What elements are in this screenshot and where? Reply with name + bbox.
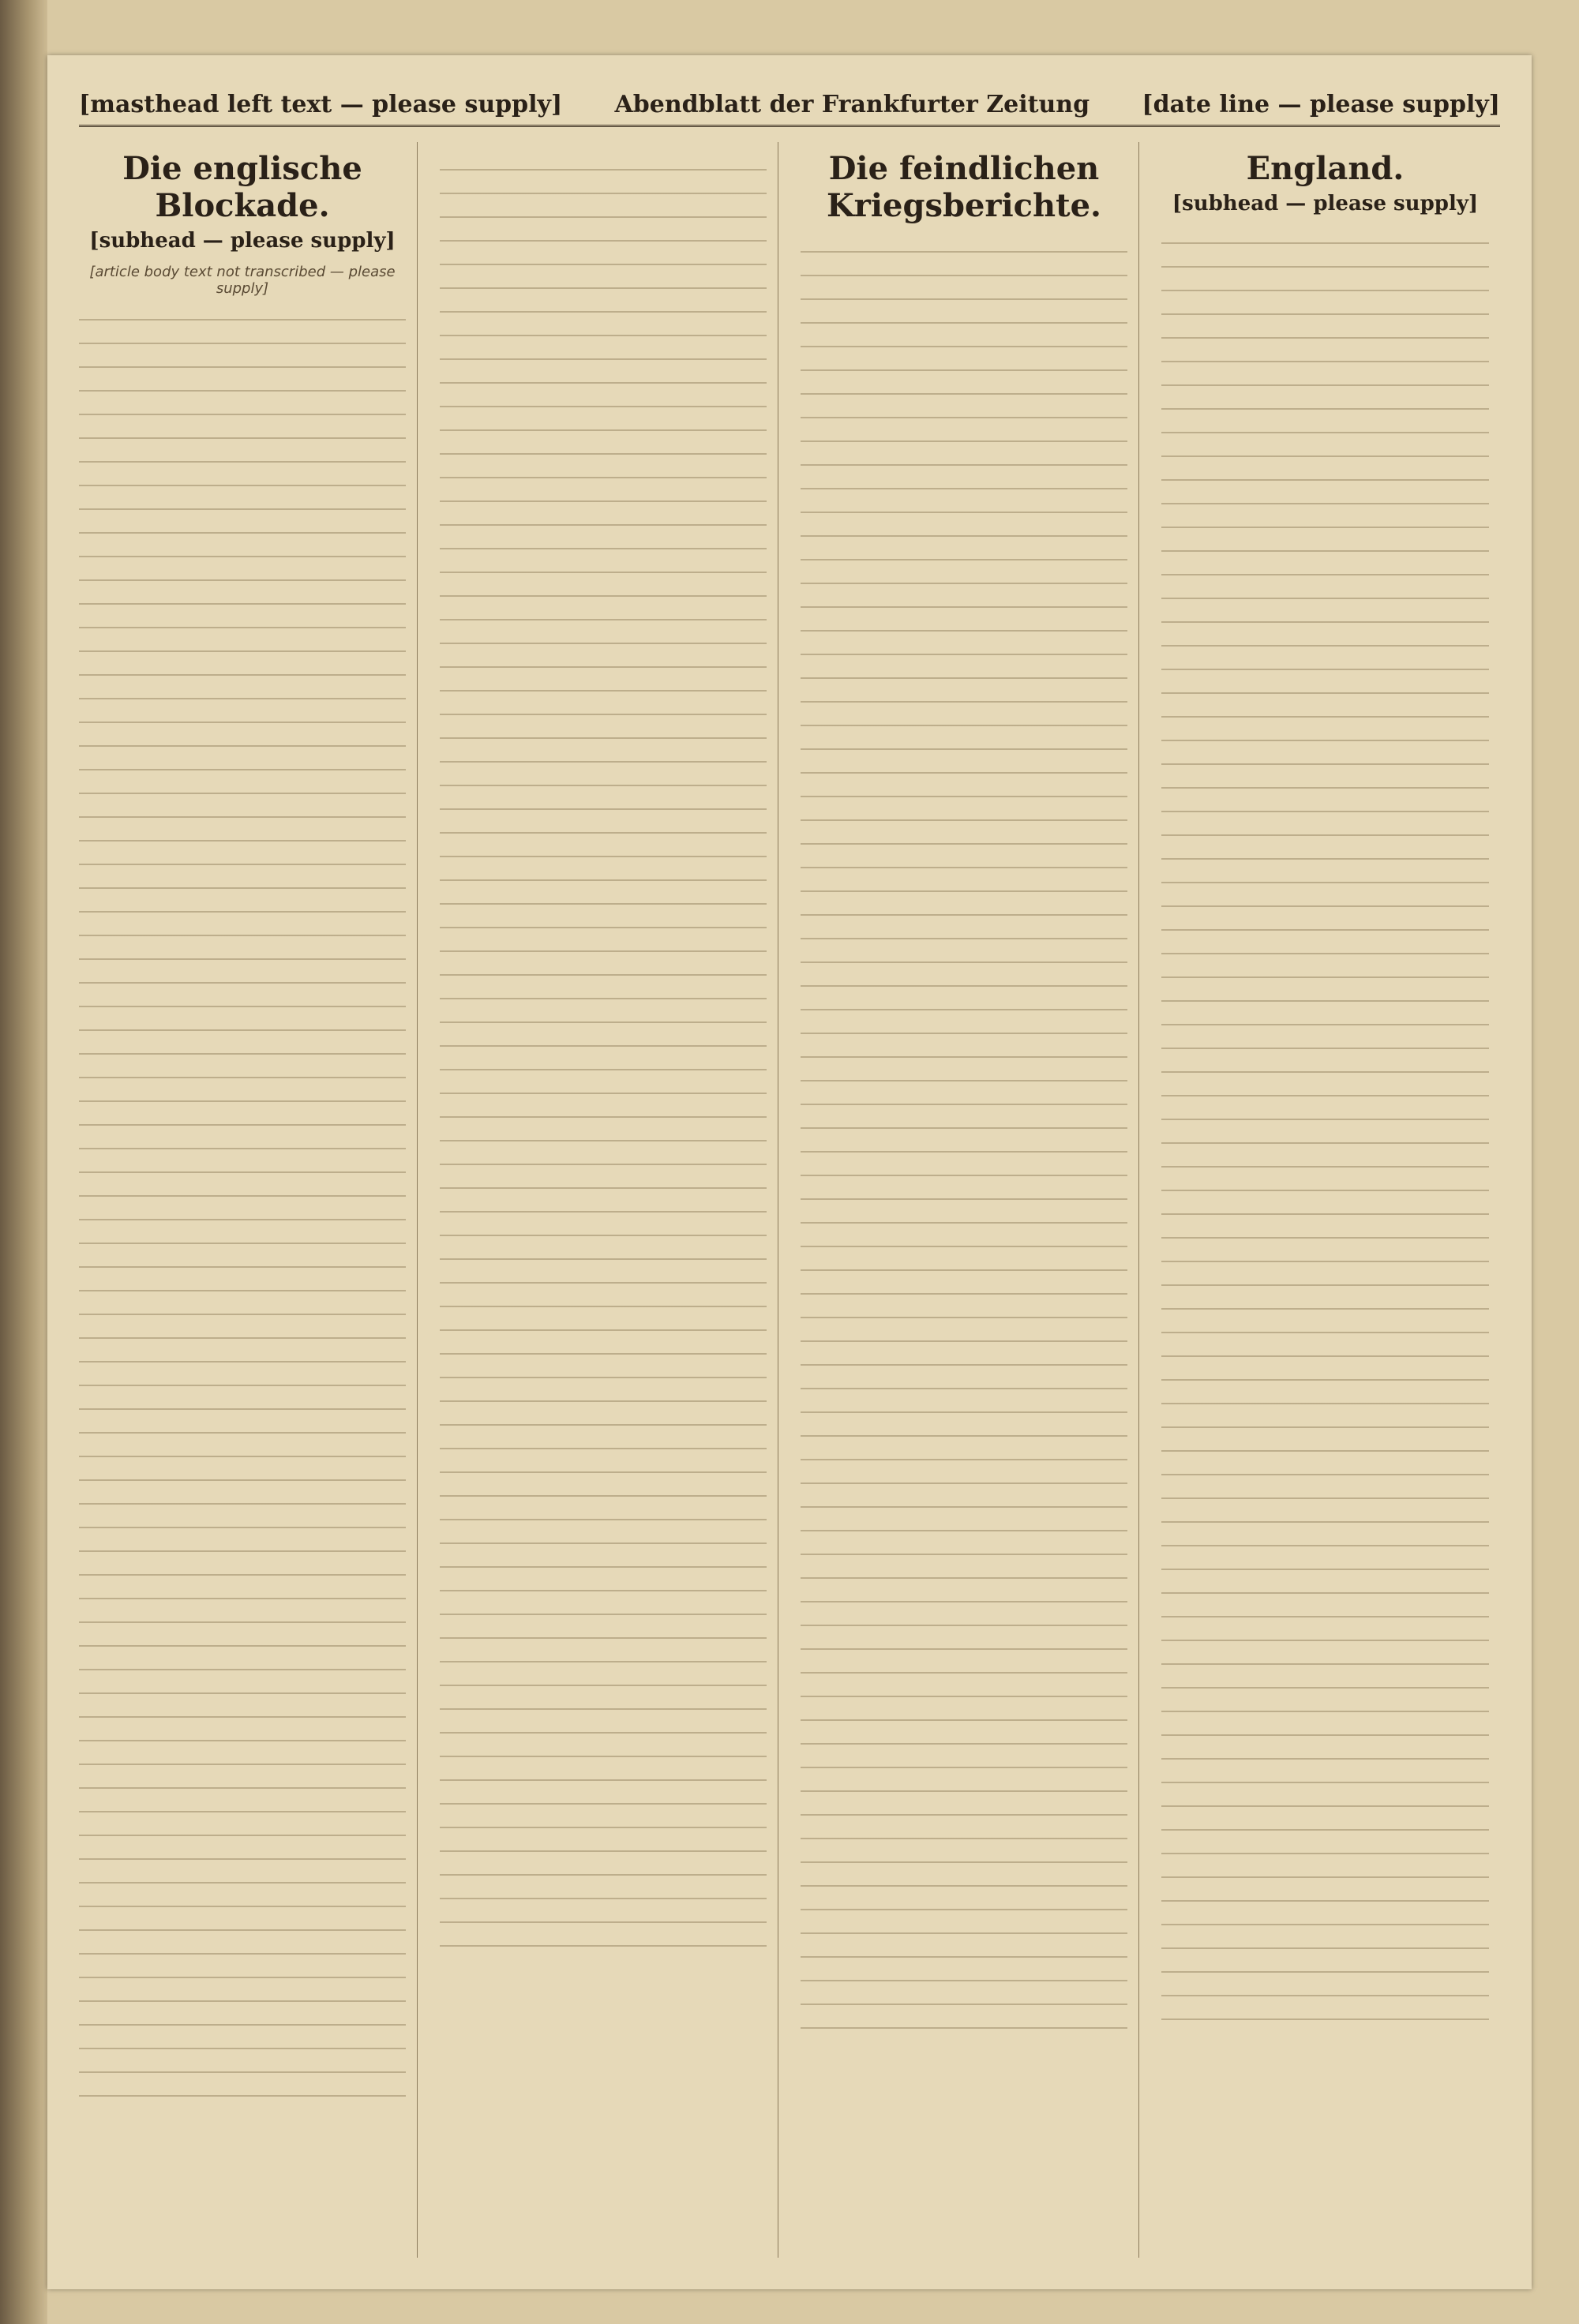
headline: Die englische Blockade. bbox=[122, 150, 362, 224]
column-4 bbox=[1161, 142, 1500, 2258]
article-body-placeholder bbox=[1161, 227, 1489, 2042]
article-columns bbox=[79, 142, 1500, 2258]
article-body-placeholder bbox=[79, 303, 406, 2119]
column-1 bbox=[79, 142, 418, 2258]
headline: England. bbox=[1246, 150, 1405, 187]
placeholder-note: [article body text not transcribed — please supply] bbox=[89, 264, 396, 297]
column-3 bbox=[801, 142, 1139, 2258]
subhead: [subhead — please supply] bbox=[89, 229, 396, 253]
article-body-placeholder bbox=[440, 153, 767, 1969]
newspaper-page bbox=[47, 55, 1532, 2289]
masthead-left: [masthead left text — please supply] bbox=[79, 91, 563, 118]
book-binding bbox=[0, 0, 47, 2324]
headline: Die feindlichen Kriegsberichte. bbox=[827, 150, 1101, 224]
masthead bbox=[79, 79, 1500, 127]
column-2 bbox=[440, 142, 778, 2258]
masthead-right: [date line — please supply] bbox=[1142, 91, 1500, 118]
masthead-title: Abendblatt der Frankfurter Zeitung bbox=[614, 91, 1090, 118]
article-body-placeholder bbox=[801, 235, 1127, 2051]
subhead: [subhead — please supply] bbox=[1172, 192, 1479, 216]
